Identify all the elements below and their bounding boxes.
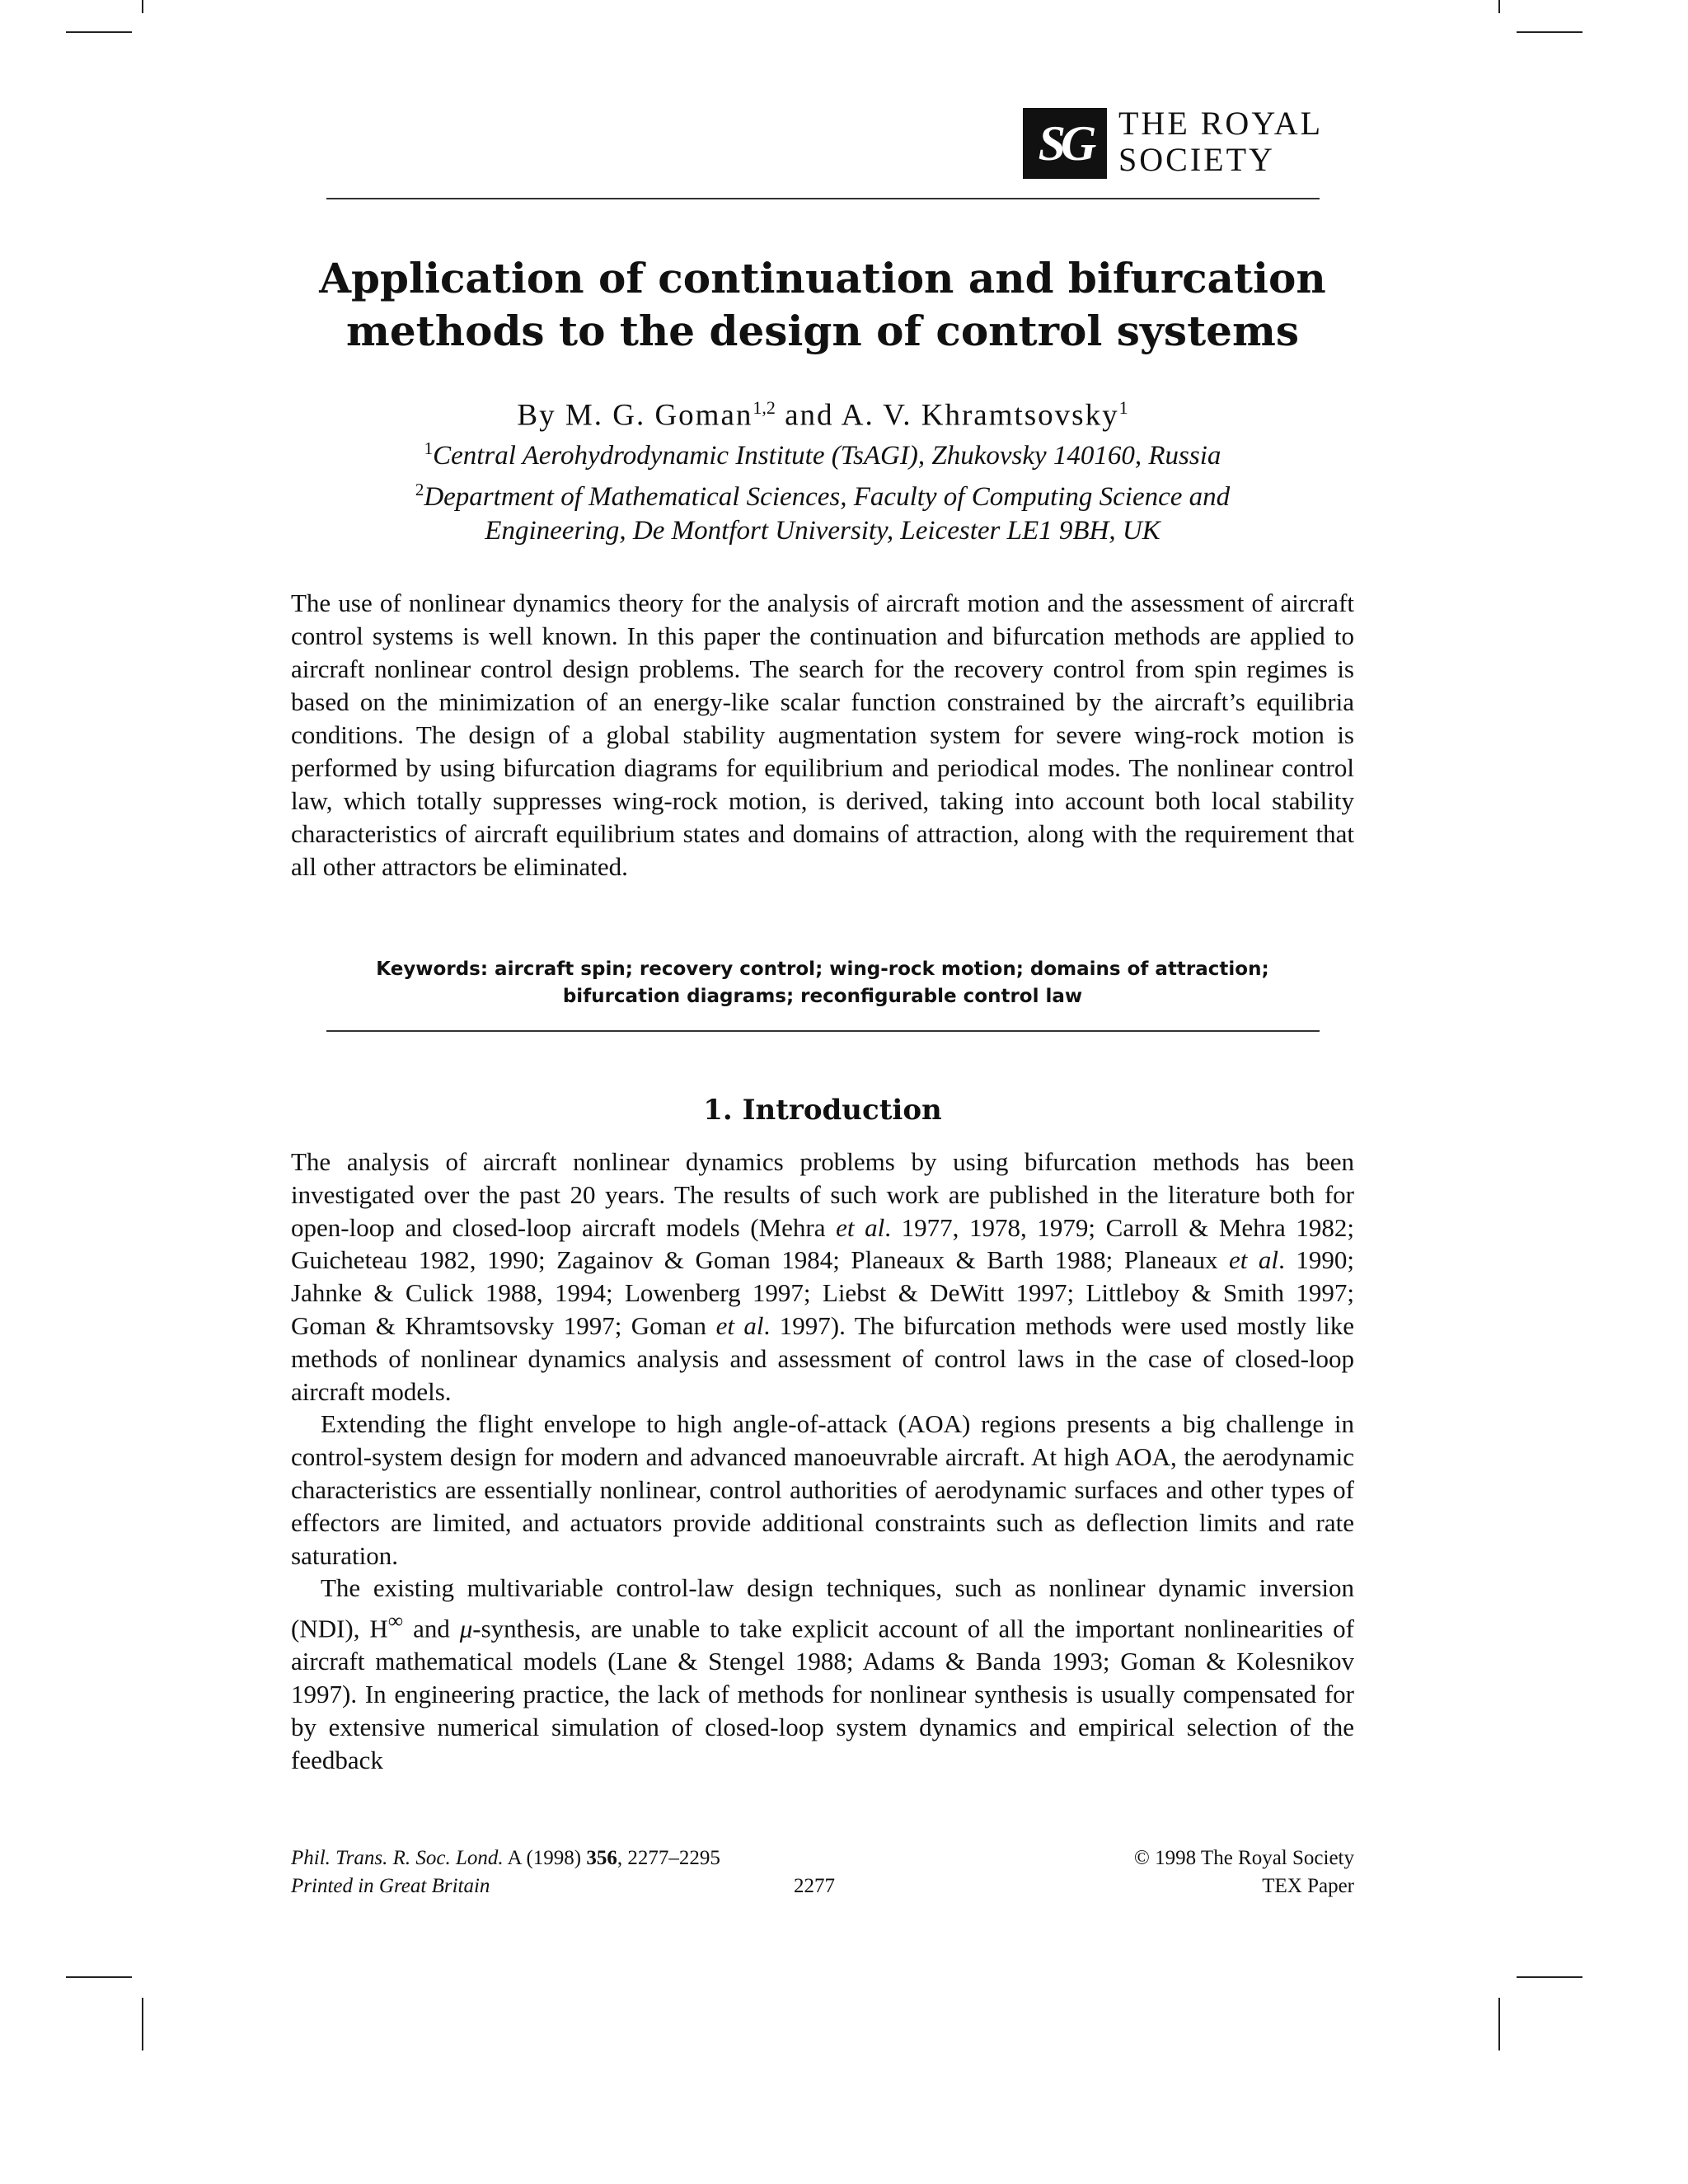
crop-mark — [1498, 0, 1500, 13]
royal-society-logo — [1023, 105, 1336, 181]
crop-mark — [142, 0, 143, 13]
author-line — [291, 387, 1354, 436]
paragraph-1 — [291, 1146, 1354, 1408]
section-heading: 1. Introduction — [703, 1094, 942, 1127]
affiliation-text: Department of Mathematical Sciences, Faculty of Computing Science and — [424, 482, 1231, 512]
citation — [291, 1844, 720, 1872]
crop-mark — [66, 1976, 132, 1978]
text-run: -synthesis, are unable to take explicit account of all the important nonlinearities of aircraft mathematical models (Lane & Stengel 1988; Adams & Banda 1993; Goman & Kolesnikov 1997). In engineering practice, the lack of methods for nonlinear synthesis is usually compensated for by extensive numerical simulation of closed-loop system dynamics and empirical selection of the feedback — [291, 1614, 1355, 1774]
text-run: . 1997). The bifurcation methods were used mostly like methods of nonlinear dynamics analysis and assessment of control laws in the case of closed-loop aircraft models. — [291, 1310, 1354, 1406]
paper-title — [291, 252, 1354, 358]
text-run: The existing multivariable control-law design techniques, such as nonlinear dynamic inversion (NDI), H — [291, 1573, 1354, 1643]
crop-mark — [1517, 31, 1582, 33]
author-1-affil: 1,2 — [753, 397, 776, 418]
affiliation-2 — [291, 473, 1354, 514]
journal-volume: 356 — [586, 1847, 617, 1869]
text-run: The analysis of aircraft nonlinear dynamics problems by using bifurcation methods has been investigated over the past 20 years. The results of such work are published in the literature both for open-loop and closed-loop aircraft models (Mehra — [291, 1147, 1354, 1242]
keywords-line-2: bifurcation diagrams; reconfigurable control law — [562, 986, 1083, 1007]
paragraph-3 — [291, 1572, 1354, 1776]
header-rule — [326, 198, 1320, 199]
italic-run: et al — [1229, 1245, 1279, 1275]
author-2-affil: 1 — [1118, 397, 1128, 418]
affiliation-number: 1 — [424, 438, 434, 458]
journal-name: Phil. Trans. R. Soc. Lond. — [291, 1847, 504, 1869]
crop-mark — [1498, 1998, 1500, 2050]
author-1: By M. G. Goman — [517, 398, 753, 433]
text-run: and — [403, 1614, 460, 1643]
abstract: The use of nonlinear dynamics theory for the analysis of aircraft motion and the assessment of aircraft control systems is well known. In this paper the continuation and bifurcation methods are applied to aircraft nonlinear control design problems. The search for the recovery control from spin regimes is based on the minimization of an energy-like scalar function constrained by the aircraft’s equilibria conditions. The design of a global stability augmentation system for severe wing-rock motion is performed by using bifurcation diagrams for equilibrium and periodical modes. The nonlinear control law, which totally suppresses wing-rock motion, is derived, taking into account both local stability characteristics of aircraft equilibrium states and domains of attraction, along with the requirement that all other attractors be eliminated. — [291, 588, 1354, 881]
journal-pages: , 2277–2295 — [617, 1847, 720, 1869]
journal-series: A (1998) — [503, 1847, 587, 1869]
affiliation-1 — [291, 432, 1354, 473]
text-run: . 1990; Jahnke & Culick 1988, 1994; Lowenberg 1997; Liebst & DeWitt 1997; Littleboy & Smith 1997; Goman & Khramtsovsky 1997; Goman — [291, 1245, 1354, 1340]
copyright: © 1998 The Royal Society — [1133, 1847, 1354, 1869]
keywords-rule — [326, 1030, 1320, 1032]
body-text — [291, 1146, 1354, 1776]
logo-line-1: THE ROYAL — [1118, 105, 1324, 142]
affiliation-number: 2 — [415, 480, 424, 499]
logo-text — [1118, 105, 1323, 178]
affiliation-text: Central Aerohydrodynamic Institute (TsAGI), Zhukovsky 140160, Russia — [433, 441, 1221, 471]
footer-row-2 — [291, 1872, 1354, 1900]
text-run: . 1977, 1978, 1979; Carroll & Mehra 1982; Guicheteau 1982, 1990; Zagainov & Goman 1984; Planeaux & Barth 1988; Planeaux — [291, 1212, 1354, 1275]
affiliations — [291, 432, 1354, 548]
mu-symbol: μ — [459, 1614, 473, 1643]
keywords-line-1: Keywords: aircraft spin; recovery control; wing-rock motion; domains of attraction; — [376, 958, 1269, 980]
affiliation-2-cont — [291, 514, 1354, 548]
page-footer — [291, 1844, 1354, 1900]
italic-run: et al — [715, 1310, 764, 1340]
infinity-symbol: ∞ — [387, 1609, 404, 1633]
author-2: and A. V. Khramtsovsky — [775, 398, 1119, 433]
paragraph-2: Extending the flight envelope to high angle-of-attack (AOA) regions presents a big challenge in control-system design for modern and advanced manoeuvrable aircraft. At high AOA, the aerodynamic characteristics are essentially nonlinear, control authorities of aerodynamic surfaces and other types of effectors are limited, and actuators provide additional constraints such as deflection limits and rate saturation. — [291, 1409, 1354, 1570]
affiliation-text: Engineering, De Montfort University, Leicester LE1 9BH, UK — [485, 516, 1160, 546]
tex-paper-note: TEX Paper — [1262, 1875, 1354, 1897]
paper-page — [291, 0, 1354, 2184]
crop-mark — [1517, 1976, 1582, 1978]
logo-line-2: SOCIETY — [1118, 141, 1275, 178]
printed-note: Printed in Great Britain — [291, 1875, 490, 1897]
italic-run: et al — [836, 1212, 885, 1242]
society-emblem-icon: SG — [1023, 108, 1107, 179]
footer-row-1 — [291, 1844, 1354, 1872]
crop-mark — [142, 1998, 143, 2050]
title-line-1: Application of continuation and bifurcation — [319, 254, 1326, 302]
crop-mark — [66, 31, 132, 33]
page-number: 2277 — [794, 1875, 835, 1897]
title-line-2: methods to the design of control systems — [345, 307, 1300, 355]
keywords — [291, 956, 1354, 1010]
